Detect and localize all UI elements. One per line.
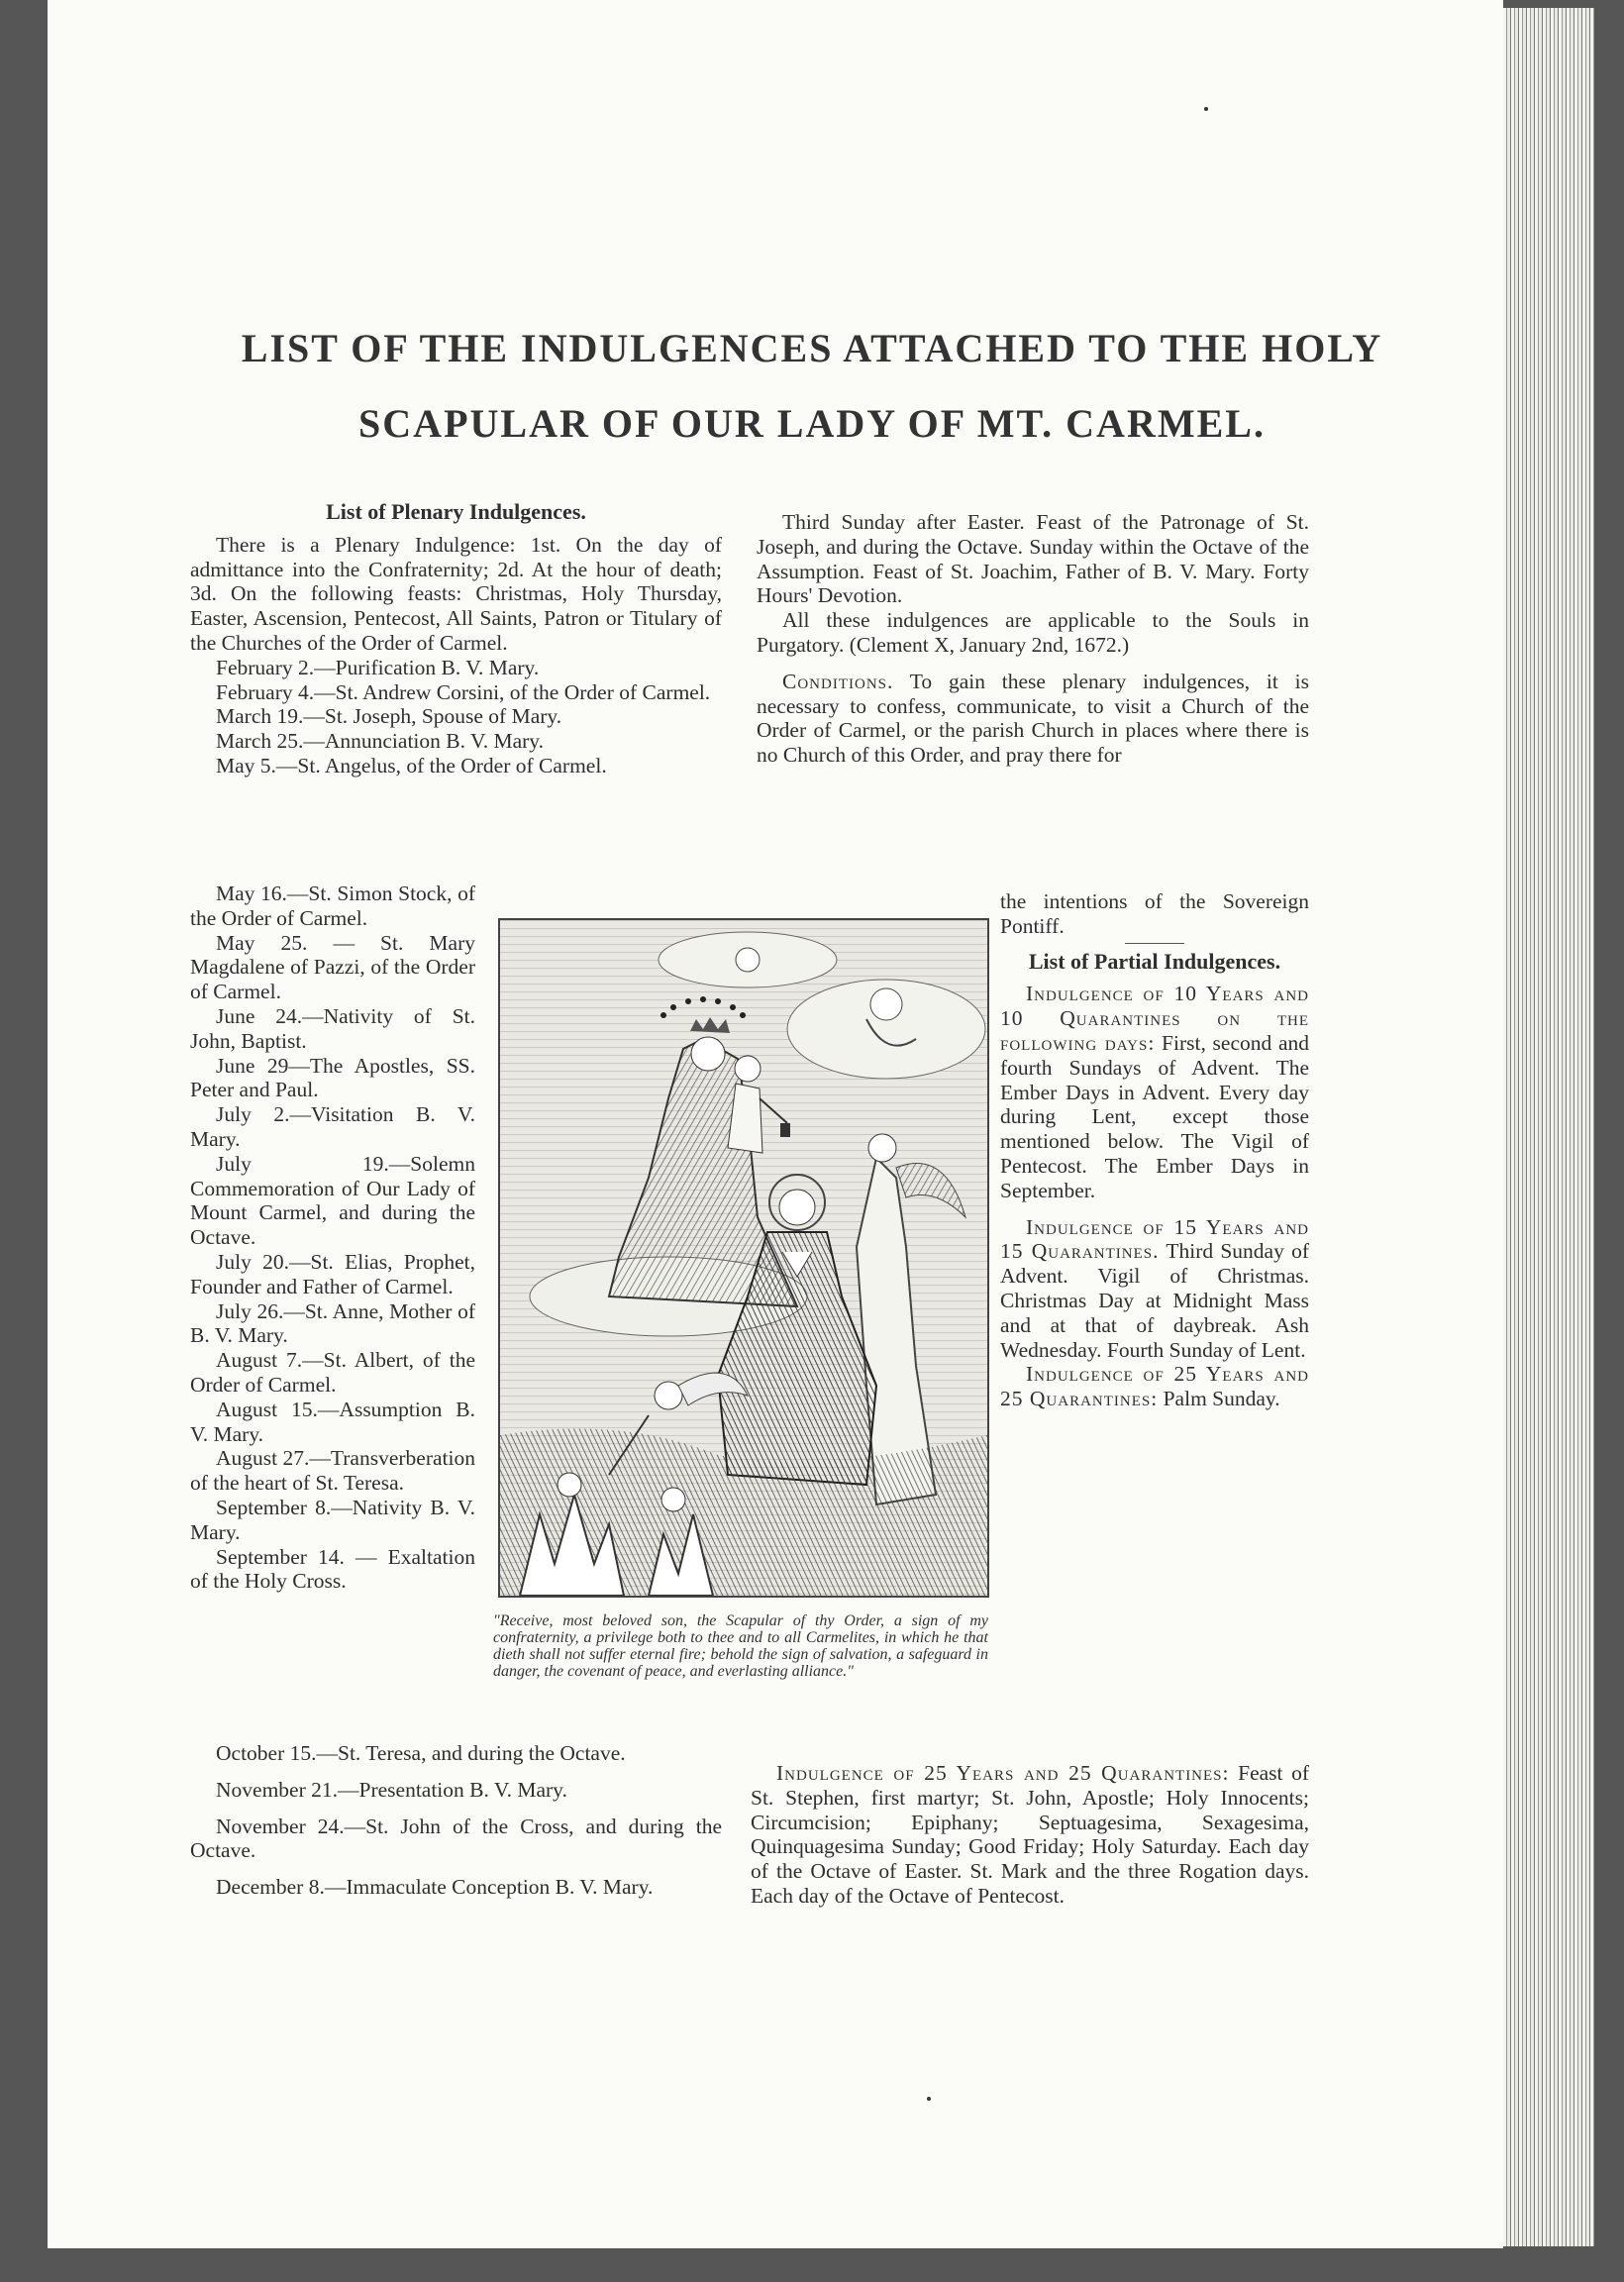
plenary-continued-column [757, 510, 1309, 768]
partial-item-text: Palm Sunday. [1163, 1387, 1280, 1411]
feast-entry: July 20.—St. Elias, Prophet, Founder and Father of Carmel. [190, 1249, 475, 1298]
feast-entry: February 4.—St. Andrew Corsini, of the Order of Carmel. [216, 679, 711, 704]
plenary-conditions [757, 670, 1309, 768]
plenary-heading: List of Plenary Indulgences. [326, 499, 586, 524]
feast-entry: July 26.—St. Anne, Mother of B. V. Mary. [190, 1298, 475, 1348]
feast-entry: May 16.—St. Simon Stock, of the Order of Carmel. [190, 882, 475, 930]
feast-entry: July 2.—Visitation B. V. Mary. [190, 1102, 475, 1151]
page-title-line-2: SCAPULAR OF OUR LADY OF MT. CARMEL. [358, 401, 1266, 446]
feast-entry: September 14. — Exaltation of the Holy Cross. [190, 1544, 475, 1594]
engraving-caption: "Receive, most beloved son, the Scapular of thy Order, a sign of my confraternity, a privilege both to thee and to all Carmelites, in which he that dieth shall not suffer eternal fire; behold the sign of salvation, a safeguard in danger, the covenant of peace, and everlasting alliance." [493, 1612, 988, 1680]
print-speck [927, 2097, 931, 2101]
feast-entry: July 19.—Solemn Commemoration of Our Lady of Mount Carmel, and during the Octave. [190, 1151, 475, 1250]
page-title-line-1: LIST OF THE INDULGENCES ATTACHED TO THE HOLY [241, 326, 1383, 370]
plenary-continued: Third Sunday after Easter. Feast of the Patronage of St. Joseph, and during the Octave. Sunday within the Octave of the Assumption. Feast of St. Joachim, Father of B. V. Mary. Forty Hours' Devotion. [757, 510, 1309, 608]
feast-entry: September 8.—Nativity B. V. Mary. [190, 1495, 475, 1544]
partial-item [1000, 1215, 1309, 1363]
partial-item-label: Indulgence of 10 Years and 10 Quarantines on the following days: [1000, 982, 1309, 1055]
print-speck [1204, 107, 1208, 111]
plenary-column-top [190, 500, 722, 778]
partial-item-text: Third Sunday of Advent. Vigil of Christmas. Christmas Day at Midnight Mass and at that of daybreak. Ash Wednesday. Fourth Sunday of Lent. [1000, 1239, 1309, 1362]
feast-entry: June 24.—Nativity of St. John, Baptist. [190, 1003, 475, 1053]
feast-entry: August 15.—Assumption B. V. Mary. [190, 1397, 475, 1446]
feast-entry: November 21.—Presentation B. V. Mary. [216, 1777, 567, 1802]
divider [1125, 943, 1184, 944]
partial-item-text: Feast of St. Stephen, first martyr; St. John, Apostle; Holy Innocents; Circumcision; Epiphany; Septuagesima, Sexagesima, Quinquagesima Sunday; Good Friday; Holy Saturday. Each day of the Octave of Easter. St. Mark and the three Rogation days. Each day of the Octave of Pentecost. [751, 1761, 1310, 1908]
plenary-applicable: All these indulgences are applicable to the Souls in Purgatory. (Clement X, January 2nd, 1672.) [757, 608, 1309, 657]
partial-column-bottom [751, 1761, 1309, 1909]
feast-entry: February 2.—Purification B. V. Mary. [216, 655, 540, 679]
plenary-column-bottom [190, 1741, 722, 1900]
partial-item [1000, 1362, 1309, 1411]
partial-item-label: Indulgence of 25 Years and 25 Quarantines: [776, 1761, 1230, 1785]
feast-entry: May 25. — St. Mary Magdalene of Pazzi, of the Order of Carmel. [190, 930, 475, 1004]
engraving-drawing [500, 920, 987, 1596]
partial-item [1000, 982, 1309, 1202]
partial-item-text: First, second and fourth Sundays of Advent. The Ember Days in Advent. Every day during Lent, except those mentioned below. The Vigil of Pentecost. The Ember Days in September. [1000, 1030, 1310, 1202]
partial-item-label: Indulgence of 25 Years and 25 Quarantines: [1000, 1362, 1309, 1411]
feast-entry: August 7.—St. Albert, of the Order of Carmel. [190, 1348, 475, 1397]
feast-entry: March 19.—St. Joseph, Spouse of Mary. [216, 704, 562, 729]
partial-item-label: Indulgence of 15 Years and 15 Quarantines. [1000, 1214, 1309, 1264]
partial-column-narrow [1000, 889, 1309, 1411]
feast-entry: March 25.—Annunciation B. V. Mary. [216, 729, 545, 754]
scapular-engraving [498, 918, 989, 1598]
plenary-column-narrow [190, 882, 475, 1594]
partial-heading: List of Partial Indulgences. [1028, 948, 1281, 974]
feast-entry: June 29—The Apostles, SS. Peter and Paul. [190, 1053, 475, 1102]
conditions-label: Conditions. [782, 669, 894, 693]
feast-entry: August 27.—Transverberation of the heart of St. Teresa. [190, 1446, 475, 1496]
feast-entry: December 8.—Immaculate Conception B. V. Mary. [216, 1875, 654, 1900]
partial-item [751, 1761, 1309, 1909]
feast-entry: May 5.—St. Angelus, of the Order of Carmel. [216, 753, 607, 778]
plenary-intro: There is a Plenary Indulgence: 1st. On the day of admittance into the Confraternity; 2d. At the hour of death; 3d. On the following feasts: Christmas, Holy Thursday, Easter, Ascension, Pentecost, All Saints, Patron or Titulary of the Churches of the Order of Carmel. [190, 532, 722, 655]
conditions-text: To gain these plenary indulgences, it is necessary to confess, communicate, to visit a Church of the Order of Carmel, or the parish Church in places where there is no Church of this Order, and pray there for [757, 669, 1309, 768]
conditions-end: the intentions of the Sovereign Pontiff. [1000, 889, 1309, 938]
feast-entry: October 15.—St. Teresa, and during the Octave. [216, 1741, 626, 1765]
feast-entry: November 24.—St. John of the Cross, and during the Octave. [190, 1814, 722, 1863]
